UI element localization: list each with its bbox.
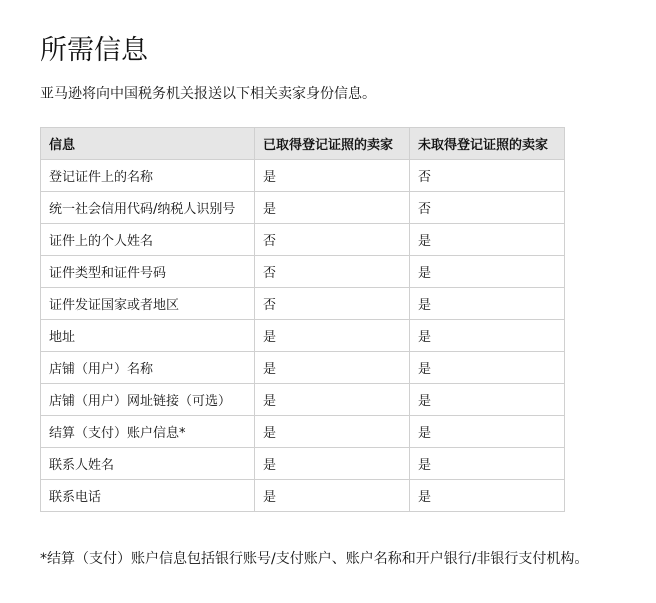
table-row [41, 448, 565, 480]
cell-info: 登记证件上的名称 [41, 160, 255, 192]
cell-info: 联系人姓名 [41, 448, 255, 480]
cell-info: 证件发证国家或者地区 [41, 288, 255, 320]
table-row [41, 416, 565, 448]
cell-unregistered: 是 [410, 448, 565, 480]
table-header-row [41, 128, 565, 160]
table-row [41, 160, 565, 192]
cell-info: 证件类型和证件号码 [41, 256, 255, 288]
info-table [40, 127, 565, 512]
cell-info: 联系电话 [41, 480, 255, 512]
subtitle: 亚马逊将向中国税务机关报送以下相关卖家身份信息。 [40, 86, 376, 102]
cell-registered: 否 [255, 224, 410, 256]
table-row [41, 224, 565, 256]
header-info: 信息 [41, 128, 255, 160]
cell-registered: 是 [255, 384, 410, 416]
cell-unregistered: 是 [410, 224, 565, 256]
cell-registered: 是 [255, 192, 410, 224]
cell-registered: 否 [255, 256, 410, 288]
cell-unregistered: 否 [410, 160, 565, 192]
cell-registered: 是 [255, 352, 410, 384]
footnote: *结算（支付）账户信息包括银行账号/支付账户、账户名称和开户银行/非银行支付机构。 [40, 551, 589, 567]
table-row [41, 288, 565, 320]
cell-unregistered: 是 [410, 320, 565, 352]
table-row [41, 480, 565, 512]
cell-unregistered: 是 [410, 256, 565, 288]
cell-unregistered: 否 [410, 192, 565, 224]
cell-info: 地址 [41, 320, 255, 352]
cell-unregistered: 是 [410, 352, 565, 384]
cell-info: 结算（支付）账户信息* [41, 416, 255, 448]
cell-registered: 是 [255, 480, 410, 512]
cell-unregistered: 是 [410, 416, 565, 448]
cell-registered: 是 [255, 320, 410, 352]
table-row [41, 384, 565, 416]
cell-registered: 否 [255, 288, 410, 320]
table-row [41, 256, 565, 288]
table-row [41, 192, 565, 224]
cell-registered: 是 [255, 448, 410, 480]
cell-unregistered: 是 [410, 288, 565, 320]
cell-unregistered: 是 [410, 480, 565, 512]
page-title: 所需信息 [40, 35, 148, 66]
cell-info: 统一社会信用代码/纳税人识别号 [41, 192, 255, 224]
cell-info: 证件上的个人姓名 [41, 224, 255, 256]
cell-registered: 是 [255, 416, 410, 448]
header-registered: 已取得登记证照的卖家 [255, 128, 410, 160]
cell-info: 店铺（用户）网址链接（可选） [41, 384, 255, 416]
table-row [41, 320, 565, 352]
table-row [41, 352, 565, 384]
cell-registered: 是 [255, 160, 410, 192]
cell-info: 店铺（用户）名称 [41, 352, 255, 384]
header-unregistered: 未取得登记证照的卖家 [410, 128, 565, 160]
cell-unregistered: 是 [410, 384, 565, 416]
